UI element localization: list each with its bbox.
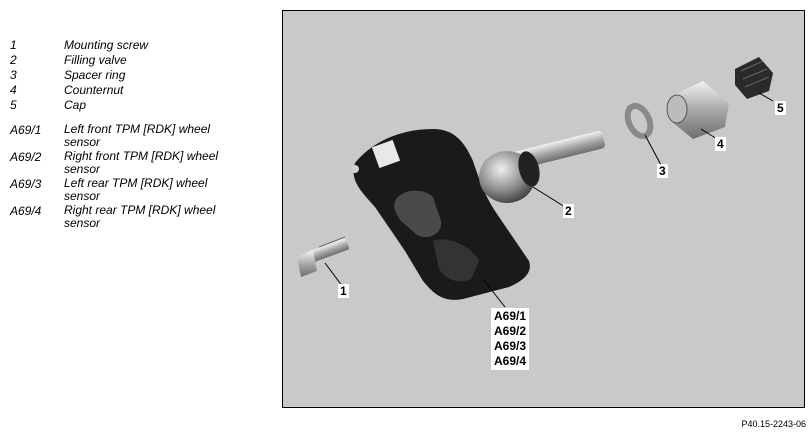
sensor-item — [10, 204, 260, 230]
sensor-callout: A69/2 — [494, 324, 527, 338]
sensor-item — [10, 150, 260, 176]
callout-5: 5 — [777, 101, 784, 115]
sensor-code: A69/1 — [10, 123, 42, 137]
sensor-label: Right front TPM [RDK] wheel sensor — [64, 149, 219, 176]
valve-cap — [735, 57, 773, 99]
sensor-item — [10, 123, 260, 149]
legend — [10, 38, 260, 230]
legend-item — [10, 98, 260, 112]
callout-1: 1 — [340, 284, 347, 298]
callout-2: 2 — [565, 204, 572, 218]
exploded-view-drawing — [283, 11, 804, 407]
legend-label: Cap — [64, 98, 87, 112]
legend-label: Spacer ring — [64, 68, 126, 82]
sensor-callout: A69/3 — [494, 339, 527, 353]
legend-number: 5 — [10, 98, 17, 112]
sensor-item — [10, 177, 260, 203]
sensor-code: A69/3 — [10, 177, 42, 191]
legend-item — [10, 68, 260, 82]
counternut — [667, 81, 729, 139]
figure-reference: P40.15-2243-06 — [741, 419, 806, 429]
sensor-code: A69/2 — [10, 150, 42, 164]
callout-3: 3 — [659, 164, 666, 178]
legend-number: 4 — [10, 83, 17, 97]
legend-item — [10, 83, 260, 97]
sensor-callout: A69/1 — [494, 309, 527, 323]
mounting-screw — [297, 237, 350, 277]
legend-label: Mounting screw — [64, 38, 149, 52]
legend-label: Filling valve — [64, 53, 127, 67]
legend-number: 2 — [10, 53, 17, 67]
sensor-code: A69/4 — [10, 204, 42, 218]
sensor-callout: A69/4 — [494, 354, 527, 368]
callout-4: 4 — [717, 137, 724, 151]
sensor-callout-group — [491, 308, 529, 370]
sensor-label: Right rear TPM [RDK] wheel sensor — [64, 203, 216, 230]
legend-label: Counternut — [64, 83, 124, 97]
sensor-label: Left rear TPM [RDK] wheel sensor — [64, 176, 208, 203]
legend-item — [10, 38, 260, 52]
legend-number: 1 — [10, 38, 17, 52]
spacer-ring — [623, 102, 655, 139]
legend-item — [10, 53, 260, 67]
legend-number: 3 — [10, 68, 17, 82]
sensor-label: Left front TPM [RDK] wheel sensor — [64, 122, 211, 149]
exploded-view-figure — [282, 10, 805, 408]
filling-valve — [479, 130, 606, 203]
